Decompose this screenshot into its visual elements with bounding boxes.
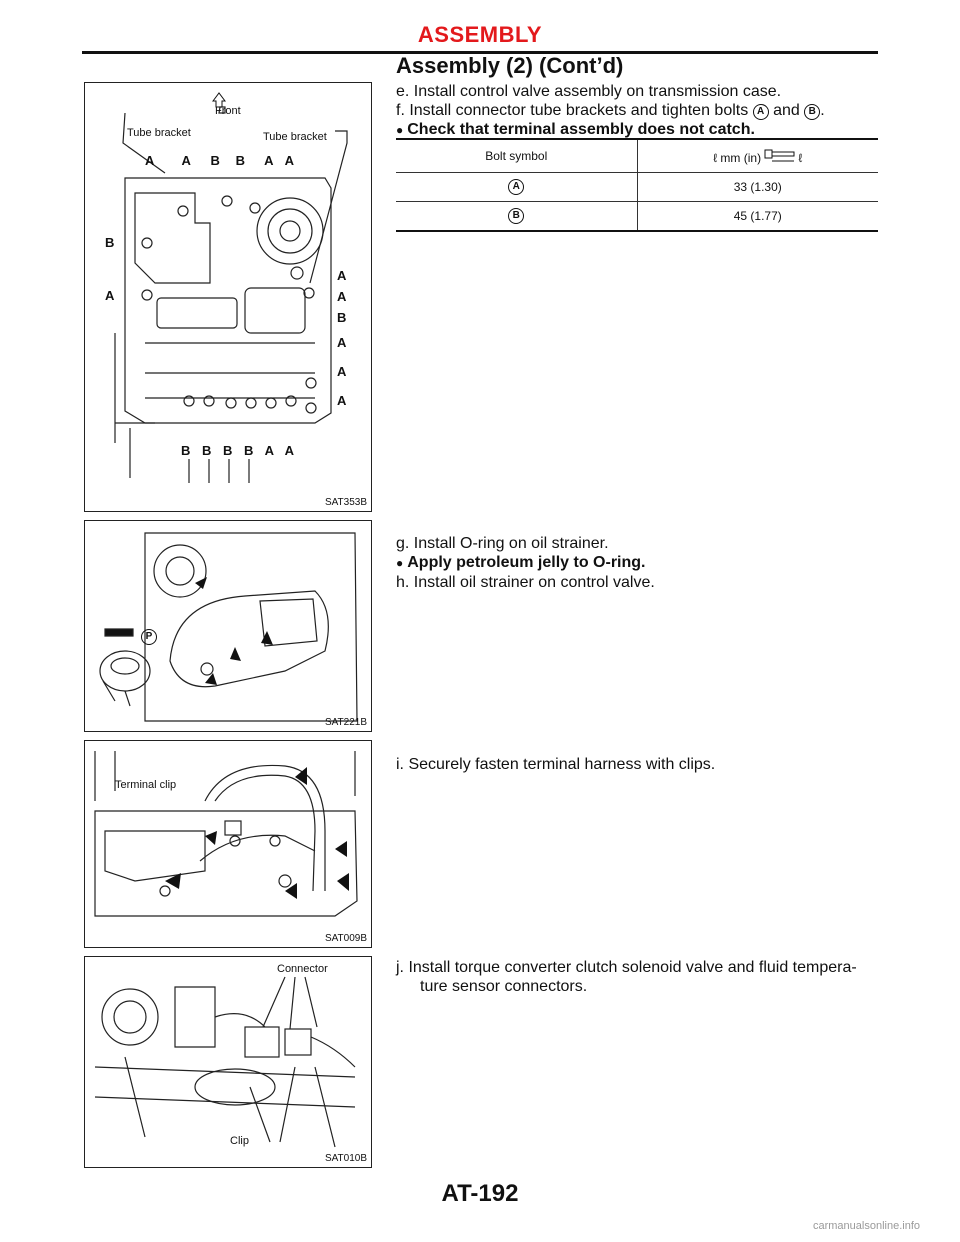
bolt-length-cell: 33 (1.30) <box>637 173 878 202</box>
bullet-icon: ● <box>396 556 404 570</box>
step-f-end: . <box>820 102 825 119</box>
bolt-letter: A <box>337 335 347 350</box>
watermark: carmanualsonline.info <box>812 1220 920 1232</box>
bolt-symbol-cell <box>396 202 637 232</box>
label-connector: Connector <box>277 963 328 975</box>
oil-strainer-drawing <box>85 521 371 731</box>
figure-oil-strainer <box>84 520 372 732</box>
bolt-letter: B <box>337 310 347 325</box>
connectors-drawing <box>85 957 371 1167</box>
step-f <box>396 101 880 120</box>
label-terminal-clip: Terminal clip <box>115 779 177 791</box>
bolt-letter: B <box>210 153 220 168</box>
bolt-letter: A <box>337 268 347 283</box>
label-petroleum-jelly: P <box>141 629 157 645</box>
header-length-text: ℓ mm (in) <box>713 150 762 165</box>
bolt-letter: B <box>202 443 212 458</box>
check-note <box>396 120 880 140</box>
bullet-icon: ● <box>396 123 404 137</box>
bolt-symbol: B <box>508 208 524 224</box>
bolt-letter: A <box>337 393 347 408</box>
terminal-clip-drawing <box>85 741 371 947</box>
bolt-letter: A <box>105 288 115 303</box>
apply-note <box>396 553 880 573</box>
figure-control-valve-bolts <box>84 82 372 512</box>
step-f-and: and <box>768 102 805 119</box>
step-j-block <box>396 958 880 996</box>
page-number: AT-192 <box>441 1180 519 1207</box>
bolt-letters-right <box>337 265 357 411</box>
bolt-letters-bottom <box>181 443 294 458</box>
step-g: g. Install O-ring on oil strainer. <box>396 535 609 552</box>
bolt-letter: B <box>181 443 191 458</box>
bolt-symbol-b: B <box>804 104 820 120</box>
header-length-symbol: ℓ <box>798 150 803 165</box>
figure-code: SAT221B <box>324 717 367 728</box>
bolt-symbol: A <box>508 179 524 195</box>
step-i: i. Securely fasten terminal harness with clips. <box>396 756 716 773</box>
bolt-letter: A <box>337 364 347 379</box>
bolt-length-table <box>396 138 878 232</box>
bolt-letters-top <box>145 153 355 168</box>
figure-terminal-clip <box>84 740 372 948</box>
bolt-letter: A <box>264 443 274 458</box>
bolt-length-cell: 45 (1.77) <box>637 202 878 232</box>
figure-code: SAT009B <box>324 933 367 944</box>
section-header: ASSEMBLY <box>417 22 543 47</box>
bolt-letter: B <box>235 153 245 168</box>
bolt-letter: B <box>105 235 115 250</box>
label-front: Front <box>215 105 241 117</box>
figure-connectors <box>84 956 372 1168</box>
table-header-row <box>396 139 878 173</box>
bolt-letter: B <box>223 443 233 458</box>
apply-note-text: Apply petroleum jelly to O-ring. <box>407 554 646 571</box>
table-row <box>396 173 878 202</box>
step-f-text: f. Install connector tube brackets and tighten bolts <box>396 102 753 119</box>
bolt-symbol-cell <box>396 173 637 202</box>
step-h: h. Install oil strainer on control valve. <box>396 574 655 591</box>
bolt-letter: A <box>284 153 295 168</box>
step-e-f-block <box>396 82 880 140</box>
bolt-letter: A <box>264 153 274 168</box>
bolt-symbol-a: A <box>753 104 769 120</box>
step-j-line1: j. Install torque converter clutch solenoid valve and fluid tempera- <box>396 959 857 976</box>
figure-code: SAT353B <box>324 497 367 508</box>
label-clip: Clip <box>230 1135 249 1147</box>
label-tube-bracket-left: Tube bracket <box>127 127 191 139</box>
table-row <box>396 202 878 232</box>
bolt-letter: A <box>145 153 155 168</box>
step-e: e. Install control valve assembly on transmission case. <box>396 83 782 100</box>
step-g-h-block <box>396 534 880 592</box>
bolt-letter: B <box>244 443 254 458</box>
header-bolt-symbol: Bolt symbol <box>396 139 637 173</box>
bolt-letter: A <box>181 153 191 168</box>
bolt-length-icon <box>764 148 798 164</box>
label-tube-bracket-right: Tube bracket <box>263 131 327 143</box>
header-length <box>637 139 878 173</box>
figure-code: SAT010B <box>324 1153 367 1164</box>
bolt-letter: A <box>337 289 347 304</box>
step-j-line2: ture sensor connectors. <box>420 978 588 995</box>
bolt-letter: A <box>284 443 295 458</box>
page-title: Assembly (2) (Cont’d) <box>396 53 624 78</box>
check-note-text: Check that terminal assembly does not catch. <box>407 121 755 138</box>
